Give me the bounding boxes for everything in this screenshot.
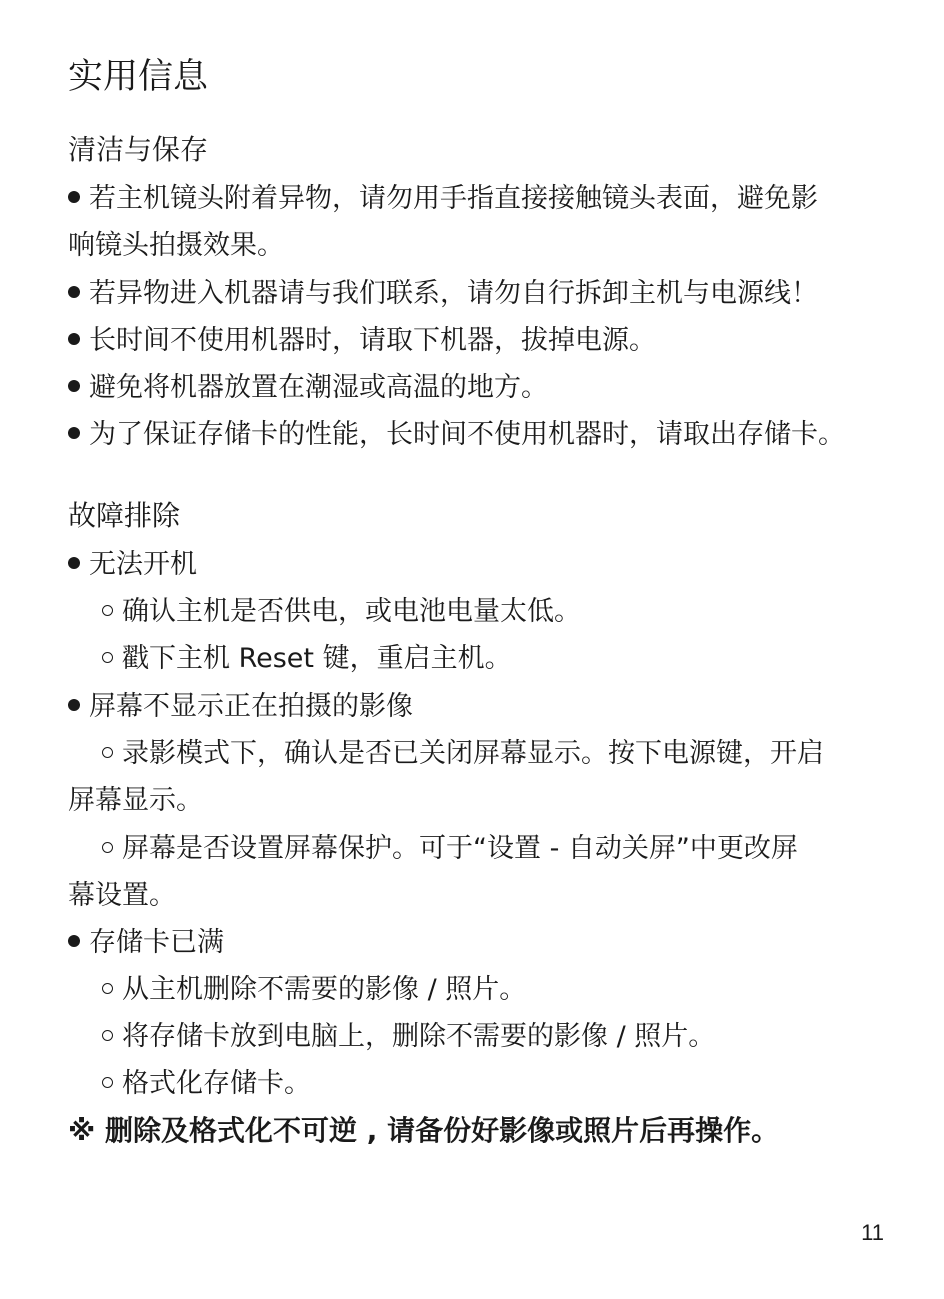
section-title-troubleshooting: 故障排除: [68, 499, 181, 532]
trouble-sub-item: [68, 825, 890, 872]
trouble-sub-item: [68, 1013, 890, 1060]
cleaning-item-text: 若主机镜头附着异物，请勿用手指直接接触镜头表面，避免影: [89, 183, 818, 214]
section-title-cleaning: 清洁与保存: [68, 133, 209, 166]
trouble-sub-item: [68, 730, 890, 777]
circle-bullet-icon: [102, 652, 113, 663]
trouble-sub-item: [68, 635, 890, 682]
bullet-icon: [68, 191, 80, 203]
warning-note: ※ 删除及格式化不可逆 , 请备份好影像或照片后再操作。: [68, 1114, 780, 1147]
cleaning-item-humidity: [68, 364, 890, 411]
cleaning-item-text: 长时间不使用机器时，请取下机器，拔掉电源。: [89, 325, 656, 356]
trouble-sub-text: 幕设置。: [68, 880, 176, 911]
trouble-item-label: 存储卡已满: [89, 927, 224, 958]
circle-bullet-icon: [102, 1077, 113, 1088]
trouble-item-storage: [68, 919, 890, 966]
page-title: 实用信息: [68, 57, 209, 97]
trouble-sub-text: 录影模式下，确认是否已关闭屏幕显示。按下电源键，开启: [122, 738, 824, 769]
bullet-icon: [68, 557, 80, 569]
trouble-sub-text: 从主机删除不需要的影像 / 照片。: [122, 974, 527, 1005]
circle-bullet-icon: [102, 1030, 113, 1041]
cleaning-item-text: 避免将机器放置在潮湿或高温的地方。: [89, 372, 548, 403]
trouble-sub-item-continued: [68, 872, 890, 919]
cleaning-item-text: 为了保证存储卡的性能，长时间不使用机器时，请取出存储卡。: [89, 419, 845, 450]
trouble-sub-text: 将存储卡放到电脑上，删除不需要的影像 / 照片。: [122, 1021, 716, 1052]
bullet-icon: [68, 380, 80, 392]
bullet-icon: [68, 286, 80, 298]
trouble-item-label: 无法开机: [89, 549, 197, 580]
circle-bullet-icon: [102, 605, 113, 616]
bullet-icon: [68, 699, 80, 711]
cleaning-item-text: 若异物进入机器请与我们联系，请勿自行拆卸主机与电源线！: [89, 278, 818, 309]
trouble-sub-text: 屏幕是否设置屏幕保护。可于“设置 - 自动关屏”中更改屏: [122, 833, 798, 864]
trouble-sub-text: 确认主机是否供电，或电池电量太低。: [122, 596, 581, 627]
trouble-sub-item: [68, 966, 890, 1013]
trouble-sub-text: 戳下主机 Reset 键，重启主机。: [122, 643, 512, 674]
trouble-item-power: [68, 541, 890, 588]
trouble-sub-item: [68, 1060, 890, 1107]
trouble-sub-text: 屏幕显示。: [68, 785, 203, 816]
cleaning-item-remove-card: [68, 411, 890, 458]
trouble-item-screen: [68, 683, 890, 730]
bullet-icon: [68, 935, 80, 947]
cleaning-item-foreign-object: [68, 270, 890, 317]
bullet-icon: [68, 333, 80, 345]
cleaning-item-unplug: [68, 317, 890, 364]
bullet-icon: [68, 427, 80, 439]
circle-bullet-icon: [102, 747, 113, 758]
circle-bullet-icon: [102, 983, 113, 994]
trouble-sub-item: [68, 588, 890, 635]
cleaning-item-lens-continued: [68, 222, 890, 269]
trouble-item-label: 屏幕不显示正在拍摄的影像: [89, 691, 413, 722]
trouble-sub-item-continued: [68, 777, 890, 824]
page-number: 11: [861, 1220, 884, 1245]
cleaning-item-text: 响镜头拍摄效果。: [68, 230, 284, 261]
cleaning-item-lens: [68, 175, 890, 222]
trouble-sub-text: 格式化存储卡。: [122, 1068, 311, 1099]
circle-bullet-icon: [102, 842, 113, 853]
